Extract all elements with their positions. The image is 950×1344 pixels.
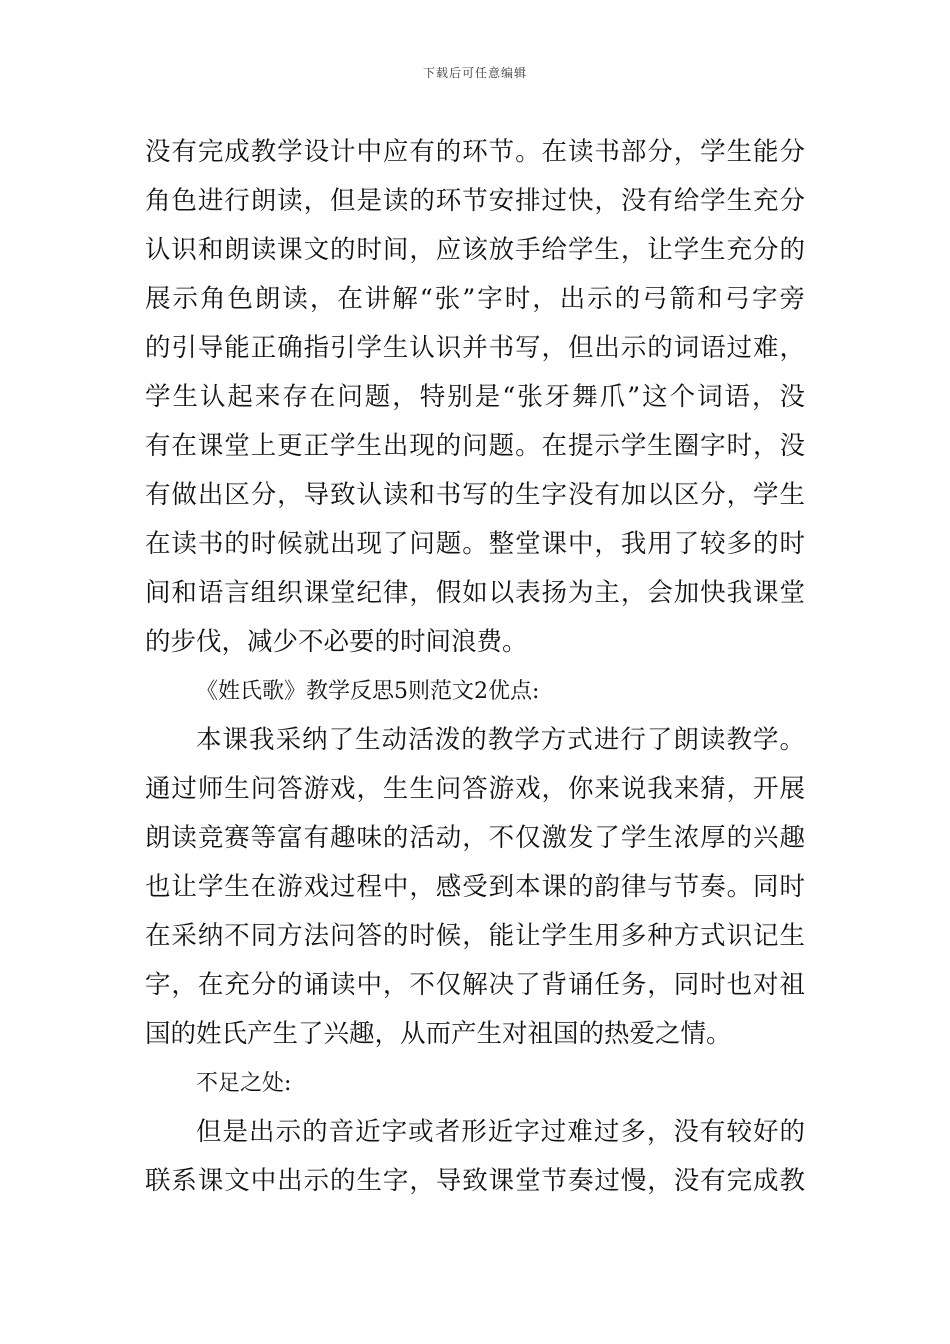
text-line: 朗读竞赛等富有趣味的活动，不仅激发了学生浓厚的兴趣 xyxy=(145,823,805,853)
section-heading-advantages xyxy=(145,667,805,716)
text-line: 的步伐，减少不必要的时间浪费。 xyxy=(145,627,528,657)
text-line: 通过师生问答游戏，生生问答游戏，你来说我来猜，开展 xyxy=(145,774,805,804)
document-body xyxy=(145,128,805,1206)
text-line: 联系课文中出示的生字，导致课堂节奏过慢，没有完成教 xyxy=(145,1166,805,1196)
text-line: 在采纳不同方法问答的时候，能让学生用多种方式识记生 xyxy=(145,921,805,951)
text-line: 认识和朗读课文的时间，应该放手给学生，让学生充分的 xyxy=(145,235,805,265)
text-line: 在读书的时候就出现了问题。整堂课中，我用了较多的时 xyxy=(145,529,805,559)
section-heading-shortcomings xyxy=(145,1059,805,1108)
text-line: 字，在充分的诵读中，不仅解决了背诵任务，同时也对祖 xyxy=(145,970,805,1000)
text-line: 的引导能正确指引学生认识并书写，但出示的词语过难， xyxy=(145,333,805,363)
heading-line: 《姓氏歌》教学反思5则范文2优点: xyxy=(196,679,540,704)
text-line: 展示角色朗读，在讲解“张”字时，出示的弓箭和弓字旁 xyxy=(145,284,805,314)
paragraph-advantages xyxy=(145,716,805,1059)
text-line: 有在课堂上更正学生出现的问题。在提示学生圈字时，没 xyxy=(145,431,805,461)
text-line: 角色进行朗读，但是读的环节安排过快，没有给学生充分 xyxy=(145,186,805,216)
text-line: 也让学生在游戏过程中，感受到本课的韵律与节奏。同时 xyxy=(145,872,805,902)
text-line: 但是出示的音近字或者形近字过难过多，没有较好的 xyxy=(196,1117,805,1147)
text-line: 间和语言组织课堂纪律，假如以表扬为主，会加快我课堂 xyxy=(145,578,805,608)
paragraph-1 xyxy=(145,128,805,667)
text-line: 有做出区分，导致认读和书写的生字没有加以区分，学生 xyxy=(145,480,805,510)
heading-line: 不足之处: xyxy=(196,1071,292,1096)
text-line: 没有完成教学设计中应有的环节。在读书部分，学生能分 xyxy=(145,137,805,167)
text-line: 国的姓氏产生了兴趣，从而产生对祖国的热爱之情。 xyxy=(145,1019,732,1049)
text-line: 学生认起来存在问题，特别是“张牙舞爪”这个词语，没 xyxy=(145,382,805,412)
paragraph-shortcomings xyxy=(145,1108,805,1206)
page-header: 下载后可任意编辑 xyxy=(422,66,527,80)
text-line: 本课我采纳了生动活泼的教学方式进行了朗读教学。 xyxy=(196,725,805,755)
